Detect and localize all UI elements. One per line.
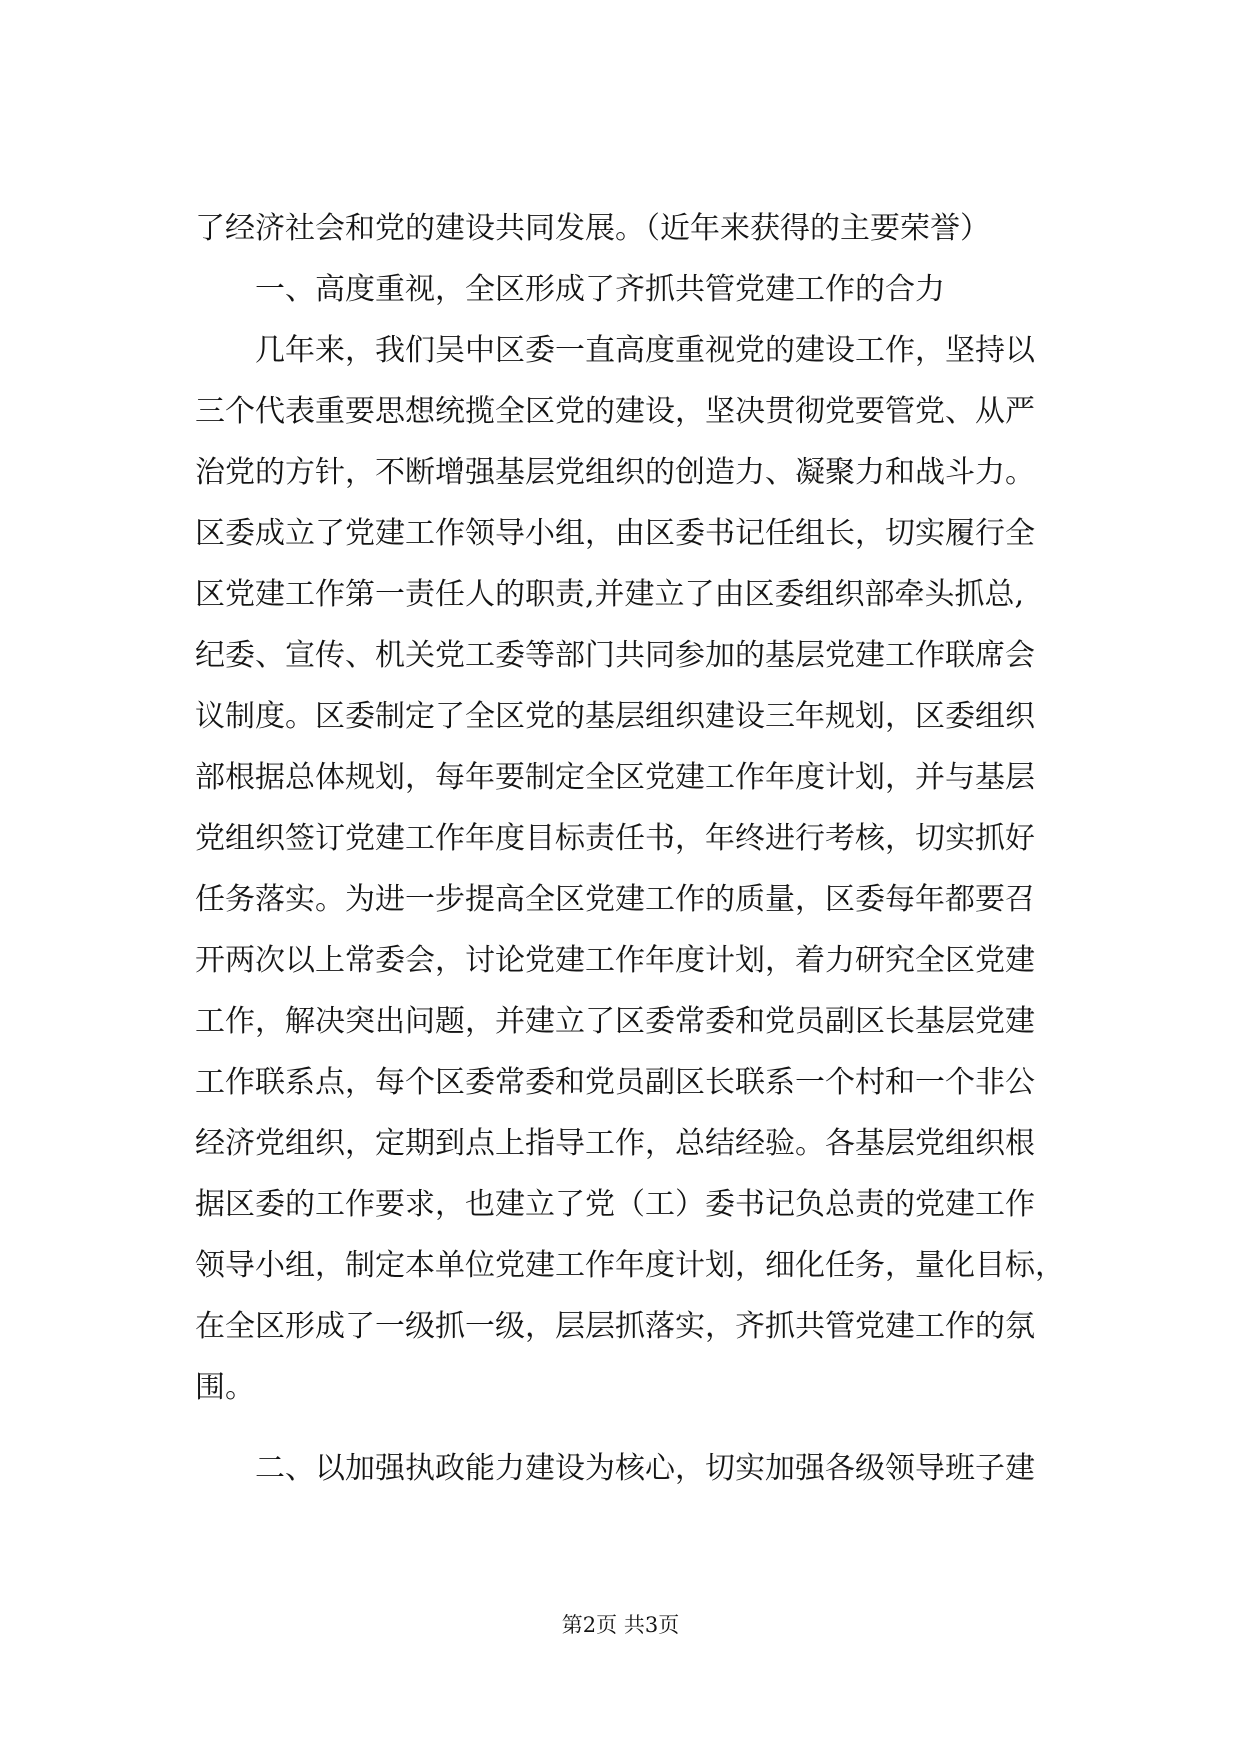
- text-line: 治党的方针，不断增强基层党组织的创造力、凝聚力和战斗力。: [195, 455, 1035, 490]
- section-heading: 一、高度重视，全区形成了齐抓共管党建工作的合力: [195, 272, 945, 307]
- text-line: 三个代表重要思想统揽全区党的建设，坚决贯彻党要管党、从严: [195, 394, 1035, 429]
- text-line: 几年来，我们吴中区委一直高度重视党的建设工作，坚持以: [195, 333, 1035, 368]
- text-line: 经济党组织，定期到点上指导工作，总结经验。各基层党组织根: [195, 1126, 1035, 1161]
- text-line: 在全区形成了一级抓一级，层层抓落实，齐抓共管党建工作的氛: [195, 1309, 1035, 1344]
- text-line: 领导小组，制定本单位党建工作年度计划，细化任务，量化目标，: [195, 1248, 1065, 1283]
- text-line: 工作联系点，每个区委常委和党员副区长联系一个村和一个非公: [195, 1065, 1035, 1100]
- body-text: [195, 198, 1070, 1499]
- text-line: 议制度。区委制定了全区党的基层组织建设三年规划，区委组织: [195, 699, 1035, 734]
- text-line: 了经济社会和党的建设共同发展。（近年来获得的主要荣誉）: [195, 211, 990, 246]
- text-line: 工作，解决突出问题，并建立了区委常委和党员副区长基层党建: [195, 1004, 1035, 1039]
- text-line: 党组织签订党建工作年度目标责任书，年终进行考核，切实抓好: [195, 821, 1035, 856]
- text-line: 部根据总体规划，每年要制定全区党建工作年度计划，并与基层: [195, 760, 1035, 795]
- text-line: 任务落实。为进一步提高全区党建工作的质量，区委每年都要召: [195, 882, 1035, 917]
- text-line: 纪委、宣传、机关党工委等部门共同参加的基层党建工作联席会: [195, 638, 1035, 673]
- section-heading: 二、以加强执政能力建设为核心，切实加强各级领导班子建: [195, 1451, 1035, 1486]
- text-line: 据区委的工作要求，也建立了党（工）委书记负总责的党建工作: [195, 1187, 1035, 1222]
- page-number-footer: 第2页 共3页: [561, 1613, 680, 1637]
- paragraph-gap: [195, 1418, 1070, 1438]
- text-line: 区委成立了党建工作领导小组，由区委书记任组长，切实履行全: [195, 516, 1035, 551]
- text-line: 围。: [195, 1370, 255, 1405]
- text-line: 区党建工作第一责任人的职责,并建立了由区委组织部牵头抓总,: [195, 577, 1025, 612]
- text-line: 开两次以上常委会，讨论党建工作年度计划，着力研究全区党建: [195, 943, 1035, 978]
